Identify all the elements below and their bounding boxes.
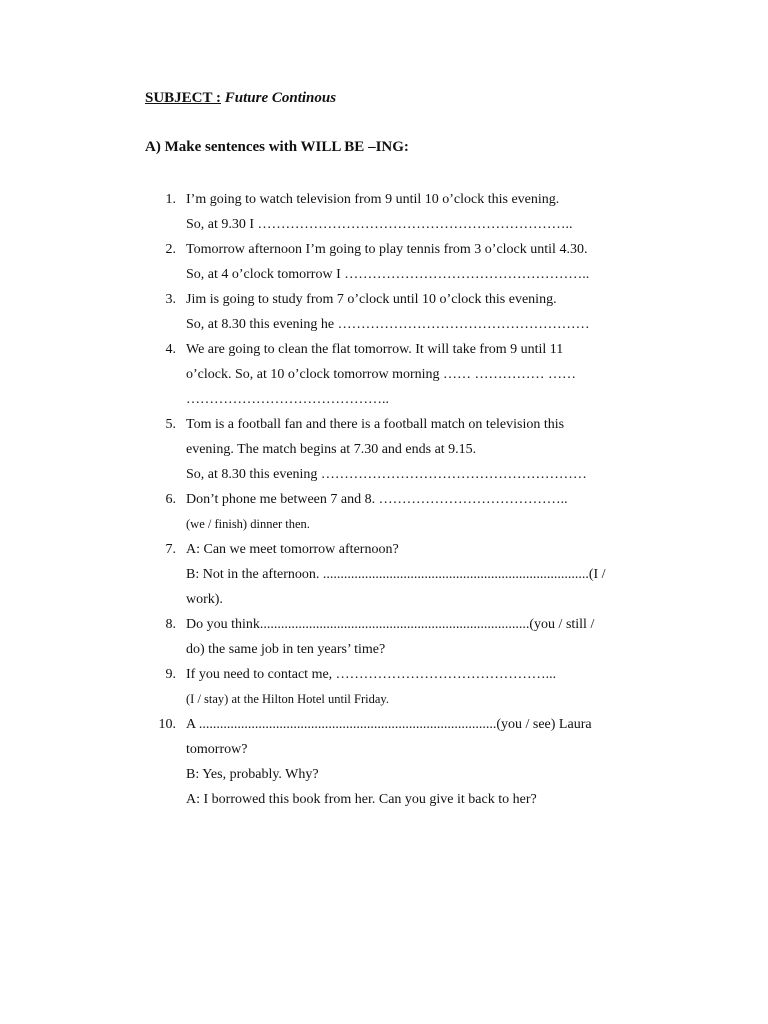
subject-line (145, 90, 336, 107)
exercise-number: 6. (165, 492, 176, 507)
exercise-line: Tom is a football fan and there is a football match on television this (186, 417, 565, 432)
exercise-item (150, 662, 670, 712)
exercise-line: Don’t phone me between 7 and 8. ………………………………….. (186, 492, 568, 507)
exercise-text (186, 412, 670, 487)
exercise-text (186, 537, 670, 612)
exercise-line: We are going to clean the flat tomorrow. It will take from 9 until 11 (186, 342, 564, 357)
exercise-line: If you need to contact me, ………………………………………... (186, 667, 557, 682)
exercise-number: 2. (165, 242, 176, 257)
exercise-line: o’clock. So, at 10 o’clock tomorrow morning …… …………… …… (186, 367, 577, 382)
exercise-number: 7. (165, 542, 176, 557)
exercise-number: 4. (165, 342, 176, 357)
exercise-text (186, 712, 670, 812)
exercise-item (150, 287, 670, 337)
exercise-number: 10. (158, 717, 176, 732)
exercise-list (150, 187, 670, 812)
exercise-line: Tomorrow afternoon I’m going to play tennis from 3 o’clock until 4.30. (186, 242, 588, 257)
exercise-line: So, at 9.30 I ………………………………………………………….. (186, 217, 573, 232)
exercise-line: evening. The match begins at 7.30 and ends at 9.15. (186, 442, 477, 457)
exercise-number: 5. (165, 417, 176, 432)
exercise-number: 8. (165, 617, 176, 632)
exercise-number: 9. (165, 667, 176, 682)
exercise-text (186, 287, 670, 337)
exercise-line: A: Can we meet tomorrow afternoon? (186, 542, 399, 557)
exercise-line: tomorrow? (186, 742, 248, 757)
exercise-line: B: Not in the afternoon. ............................................................................(I / (186, 567, 606, 582)
exercise-text (186, 662, 670, 712)
exercise-line: A .....................................................................................(you / see) Laura (186, 717, 592, 732)
exercise-line: (we / finish) dinner then. (186, 517, 310, 531)
subject-label: SUBJECT : (145, 90, 221, 106)
exercise-line: Jim is going to study from 7 o’clock until 10 o’clock this evening. (186, 292, 557, 307)
exercise-line: (I / stay) at the Hilton Hotel until Friday. (186, 692, 389, 706)
exercise-line: do) the same job in ten years’ time? (186, 642, 386, 657)
exercise-item (150, 237, 670, 287)
exercise-line: I’m going to watch television from 9 until 10 o’clock this evening. (186, 192, 560, 207)
exercise-item (150, 337, 670, 412)
exercise-text (186, 337, 670, 412)
exercise-text (186, 237, 670, 287)
exercise-line: …………………………………….. (186, 392, 389, 407)
exercise-line: So, at 8.30 this evening ………………………………………………… (186, 467, 587, 482)
exercise-number: 1. (165, 192, 176, 207)
exercise-line: So, at 8.30 this evening he ……………………………………………… (186, 317, 590, 332)
exercise-number: 3. (165, 292, 176, 307)
exercise-text (186, 187, 670, 237)
exercise-text (186, 612, 670, 662)
subject-value: Future Continous (224, 90, 337, 106)
exercise-item (150, 612, 670, 662)
exercise-line: Do you think.............................................................................(you / still / (186, 617, 595, 632)
section-heading: A) Make sentences with WILL BE –ING: (145, 139, 409, 155)
exercise-text (186, 487, 670, 537)
exercise-item (150, 412, 670, 487)
exercise-item (150, 187, 670, 237)
exercise-line: A: I borrowed this book from her. Can you give it back to her? (186, 792, 537, 807)
exercise-line: work). (186, 592, 223, 607)
exercise-item (150, 537, 670, 612)
exercise-line: So, at 4 o’clock tomorrow I …………………………………………….. (186, 267, 590, 282)
exercise-item (150, 487, 670, 537)
exercise-line: B: Yes, probably. Why? (186, 767, 319, 782)
exercise-item (150, 712, 670, 812)
